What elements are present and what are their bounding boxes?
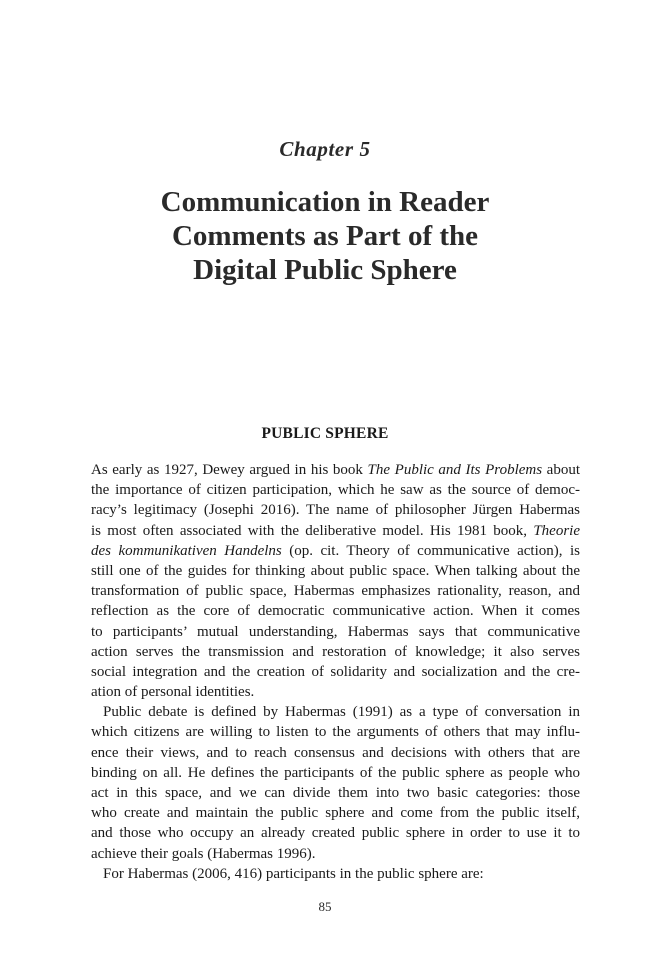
text-line: transformation of public space, Habermas emphasizes rationality, reason, and [91,583,580,600]
book-title: des kommunikativen Handelns [91,542,282,559]
text-line: des kommunikativen Handelns (op. cit. Theory of communicative action), is [91,542,580,559]
text-line: binding on all. He defines the participants of the public sphere as people who [91,764,580,781]
text-line: As early as 1927, Dewey argued in his book The Public and Its Problems about [91,462,581,478]
chapter-title-line: Digital Public Sphere [193,254,457,286]
text-line: act in this space, and we can divide them into two basic categories: those [91,785,580,801]
body-text [91,460,580,884]
text-line: Public debate is defined by Habermas (1991) as a type of conversation in [103,704,580,721]
chapter-title [0,185,650,287]
text-line: is most often associated with the deliberative model. His 1981 book, Theorie [91,522,580,539]
text-line: For Habermas (2006, 416) participants in the public sphere are: [103,865,484,882]
chapter-title-line: Comments as Part of the [171,220,479,252]
text-line: social integration and the creation of solidarity and socialization and the cre- [91,663,580,680]
text-line: which citizens are willing to listen to the arguments of others that may influ- [91,724,580,741]
page-number: 85 [318,899,332,914]
chapter-number: Chapter 5 [279,137,371,161]
text-line: who create and maintain the public sphere and come from the public itself, [91,805,580,822]
text-line: achieve their goals (Habermas 1996). [91,845,316,862]
section-heading: PUBLIC SPHERE [261,425,389,442]
text-line: and those who occupy an already created public sphere in order to use it to [91,825,580,842]
text-line: still one of the guides for thinking about public space. When talking about the [91,562,580,579]
book-title: Theorie [533,522,580,539]
text-line: ation of personal identities. [91,684,255,701]
text-line: ence their views, and to reach consensus and decisions with others that are [91,744,580,761]
text-line: reflection as the core of democratic communicative action. When it comes [91,603,580,620]
text-line: to participants’ mutual understanding, Habermas says that communicative [91,623,580,640]
text-line: action serves the transmission and restoration of knowledge; it also serves [91,643,580,660]
text-line: racy’s legitimacy (Josephi 2016). The name of philosopher Jürgen Habermas [91,502,580,519]
text-line: the importance of citizen participation, which he saw as the source of democ- [91,482,580,499]
book-title: The Public and Its Problems [367,462,543,478]
chapter-title-line: Communication in Reader [160,186,490,218]
